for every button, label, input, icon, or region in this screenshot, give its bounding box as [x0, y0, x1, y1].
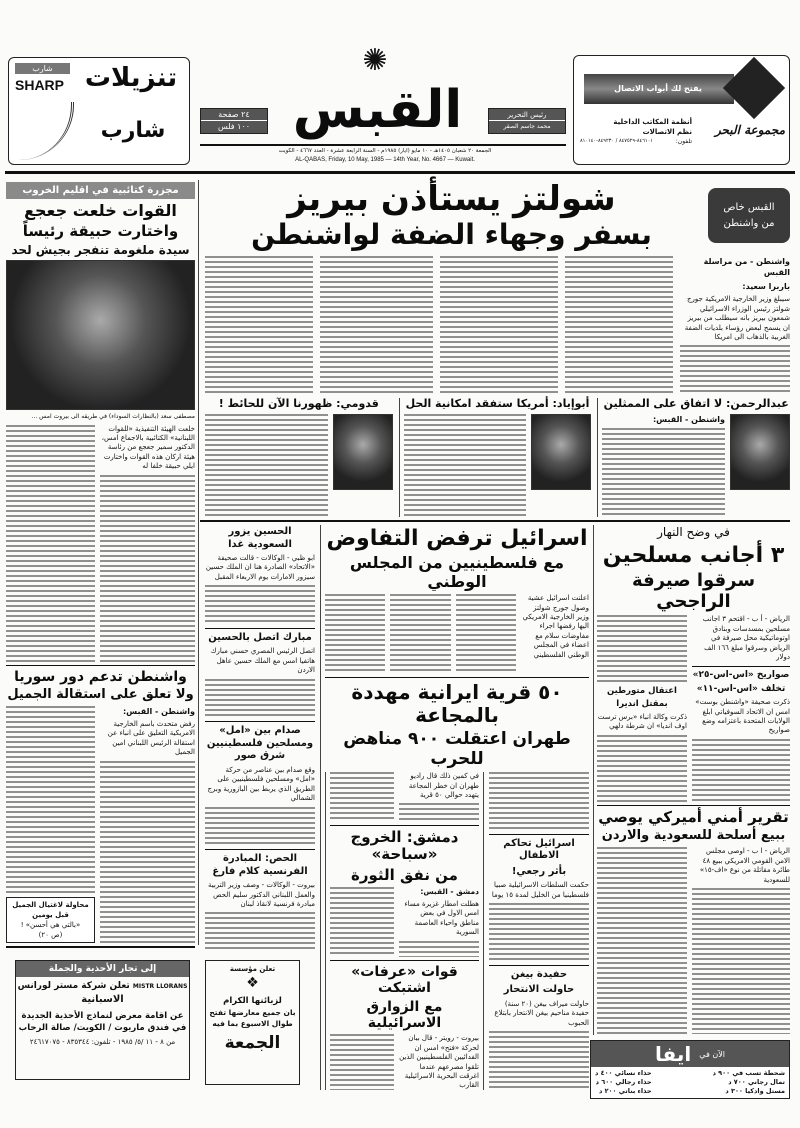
friday-line-2: لزبائنها الكرام	[223, 996, 282, 1006]
shoes-line-4: في فندق ماريوت / الكويت/ صالة الرحاب	[18, 1023, 187, 1033]
hoss-title: الحص: المبادرة الفرنسية كلام فارغ	[212, 853, 308, 877]
left-story-col-right	[100, 425, 195, 662]
left-story-body-2	[6, 425, 95, 662]
editor-box	[488, 108, 566, 134]
left-story-2-col-right	[100, 706, 195, 943]
row2-body-2	[404, 414, 527, 517]
report-lead: الرياض - ا ب - اوصى مجلس الامن القومي الامريكي ببيع ٤٨ طائرة مقاتلة من نوع «اف-١٥» للسعودية	[699, 847, 790, 884]
children-trial-lead: حكمت السلطات الاسرائيلية صبيا فلسطينيا من الخليل لمدة ١٥ يوما	[491, 881, 589, 899]
begin-title-2: حاولت الانتحار	[503, 984, 575, 996]
vertical-divider	[198, 180, 199, 945]
indira-title-2: بمقتل انديرا	[616, 699, 668, 710]
rajhi-story	[597, 615, 790, 802]
row2-body-3	[205, 414, 328, 517]
lead-body-col-2	[565, 256, 673, 394]
saida-rule	[205, 849, 315, 850]
shoes-brand: MISTR LLORANS	[132, 983, 188, 990]
israel-refuses-headline-2: مع فلسطينيين من المجلس الوطني	[349, 553, 565, 591]
eva-title: ايفا	[655, 1042, 692, 1066]
gemayel-box-ref: (ص ٢٠)	[38, 931, 63, 939]
friday-line-3: بان جميع معارضها تفتح	[209, 1008, 296, 1017]
report-right-sub	[692, 847, 790, 1034]
left-headline-1: القوات خلعت جعجع	[24, 201, 177, 220]
newspaper-logo: القبس	[292, 80, 463, 140]
center-column	[325, 526, 589, 1090]
arafat-body	[330, 1034, 479, 1090]
lead-byline: واشنطن - من مراسلة القبس	[703, 257, 790, 278]
bahar-phone-label: تلفون:	[675, 138, 692, 145]
bahar-company: مجموعة البحر	[714, 123, 785, 137]
arafat-headline-1: قوات «عرفات» اشتبكت	[351, 963, 458, 997]
sharp-logo: SHARP	[15, 77, 65, 93]
price: ١٠٠ فلس	[201, 121, 267, 133]
eva-price: حذاء رجالي ٦٠٠ د	[595, 1078, 652, 1086]
damascus-lead: هطلت امطار غزيرة مساء امس الاول في بعض مناطق واحياء العاصمة السورية	[404, 899, 479, 937]
left-story-2-body	[100, 761, 195, 943]
hussein-rule	[205, 628, 315, 629]
hussein-body: ابو ظبي - الوكالات - قالت صحيفة «الاتحاد» الصادرة هنا ان الملك حسين سيزور الامارات يوم الاربعاء المقبل	[205, 554, 315, 581]
children-trial-title-1: اسرائيل تحاكم الاطفال	[503, 837, 575, 862]
iran-headline-2: طهران اعتقلت ٩٠٠ مناهض للحرب	[343, 729, 571, 769]
sharp-ad	[8, 57, 190, 165]
israel-refuses-headline-1: اسرائيل ترفض التفاوض	[326, 526, 588, 551]
left-bottom-rule	[6, 946, 195, 948]
iran-body-1	[399, 803, 479, 822]
dateline-arabic: الجمعة ٢٠ شعبان ١٤٠٥هـ - ١٠ مايو (ايار) ١٩٨٥م - السنة الرابعة عشرة - العدد ٤٦٦٧ - الكويت	[278, 148, 492, 154]
report-rule	[597, 805, 790, 806]
missile-rule	[692, 666, 790, 667]
left-column	[6, 182, 195, 948]
abdulrahman-photo	[730, 414, 790, 490]
iran-headline-1: ٥٠ قرية ايرانية مهددة بالمجاعة	[351, 680, 563, 728]
row2-col-qaddumi	[205, 398, 393, 517]
israel-refuses-body-3	[325, 594, 385, 674]
center-right-sub	[489, 772, 589, 1090]
saida-clash-body: وقع صدام بين عناصر من حركة «امل» ومسلحين فلسطينيين على الطريق الذي يربط بين البازورية وبرج الشمالي	[207, 765, 315, 803]
rajhi-headline-1: ٣ أجانب مسلحين	[602, 542, 785, 568]
rajhi-left-sub	[597, 615, 687, 802]
sharp-ad-brand-ar: شارب	[15, 63, 70, 74]
lead-body-col-4	[320, 256, 433, 394]
saida-clash-body-lines	[205, 807, 315, 847]
lead-headline-1: شولتز يستأذن بيريز	[287, 179, 616, 219]
row2-content-1	[602, 414, 790, 517]
eva-price: تمال رجاني ٧٠٠ د	[728, 1078, 785, 1086]
israel-refuses-lead: اعلنت اسرائيل عشية وصول جورج شولتز وزير الخارجية الامريكي اليها رفضها اجراء مفاوضات سلام مع اعضاء في المجلس الوطني الفلسطيني	[522, 594, 589, 659]
damascus-body-right	[399, 887, 479, 957]
report-body-1	[692, 888, 790, 1034]
eva-banner	[591, 1041, 789, 1067]
arafat-rule	[330, 960, 479, 961]
eva-price: مستل وادكيا ٣٠٠ د	[725, 1087, 785, 1095]
price-box	[200, 108, 268, 134]
friday-line-5: الجمعة	[224, 1033, 281, 1053]
row2-byline: واشنطن - القبس:	[652, 414, 725, 424]
eva-prices	[591, 1067, 789, 1098]
friday-line-1: تعلن مؤسسة	[229, 965, 276, 973]
bahar-ad-footer	[580, 118, 785, 162]
lead-body-col-lead	[680, 256, 790, 394]
arafat-body-2	[330, 1034, 394, 1090]
left-headline-2: واختارت حبيقة رئيساً	[22, 222, 179, 241]
damascus-rule	[330, 825, 479, 826]
begin-body	[489, 1031, 589, 1090]
right-divider	[593, 525, 594, 1035]
sharp-ad-subtitle: شارب	[100, 118, 166, 143]
lead-headlines	[205, 180, 698, 251]
editor-label: رئيس التحرير	[489, 109, 565, 121]
masthead-rule	[200, 144, 566, 146]
row2-headline-3: قدومي: ظهورنا الآن للحائط !	[218, 397, 379, 410]
key-head	[723, 57, 785, 119]
logo-emblem: ✺	[362, 43, 388, 78]
bahar-phone-row	[580, 138, 692, 146]
eva-price: شحطة تسب في ٩٠٠ د	[712, 1069, 785, 1077]
damascus-headline-2: من نفق الثورة	[351, 865, 458, 884]
indira-body	[597, 735, 687, 802]
left-story-lead: خلعت الهيئة التنفيذية «للقوات اللبنانية» الكتائبية بالاجماع امس، الدكتور سمير جعجع من رئاسة هيئة اركان هذه القوات واختارت ايلي حبيقة خلفا له	[101, 424, 195, 471]
hoss-body-lines	[205, 912, 315, 952]
hussein-title: الحسين يزور السعودية غدا	[228, 526, 292, 550]
missile-lead: ذكرت صحيفة «واشنطن بوست» امس ان الاتحاد السوفياتي ابلغ الولايات المتحدة باعتزامه وضع صواريخ	[695, 698, 790, 735]
mubarak-rule	[205, 721, 315, 722]
gemayel-box-3: «بالتي هي أحسن» !	[20, 921, 81, 929]
middle-left-column	[205, 526, 315, 952]
damascus-body-1	[399, 941, 479, 957]
bahar-slogan: يفتح لك أبواب الاتصال	[614, 84, 702, 93]
left-story-body	[100, 475, 195, 662]
indira-title-1: اعتقال متورطين	[607, 685, 677, 696]
bahar-line2: نظم الاتصالات	[642, 128, 692, 136]
mubarak-title: مبارك اتصل بالحسين	[208, 631, 312, 643]
missile-title-1: صواريخ «اس-اس-٢٥»	[692, 669, 790, 680]
lead-headline-2: بسفر وجهاء الضفة لواشنطن	[251, 218, 652, 252]
arafat-body-right	[399, 1034, 479, 1090]
exclusive-badge-1: القبس خاص	[723, 201, 775, 213]
lead-body-col-1	[680, 345, 790, 394]
children-trial-title-2: بأثر رجعي!	[511, 865, 567, 877]
bahar-details	[580, 118, 692, 146]
israel-refuses-body-1	[456, 594, 516, 674]
left-story-2-body-b	[6, 706, 95, 894]
report-body-2	[597, 847, 687, 1034]
lead-body-col-5	[205, 256, 313, 394]
shoes-company: تعلن شركة مستر لورانس	[17, 981, 130, 991]
rajhi-lead: الرياض - أ ب - اقتحم ٣ اجانب مسلحين بمسدسات وبنادق اوتوماتيكية محل صيرفة في الرياض وسرقوا مبلغ ١٦٦ الف دولار	[702, 615, 790, 662]
mubarak-body-lines	[205, 679, 315, 719]
children-trial-body	[489, 903, 589, 962]
exclusive-badge-2: من واشنطن	[723, 217, 775, 229]
report-story	[597, 847, 790, 1034]
right-column	[597, 526, 790, 1034]
shoes-line-3: عن اقامة معرض لنماذج الأحذية الجديدة	[21, 1011, 184, 1021]
report-headline-1: تقرير أمني أميركي يوصي	[598, 808, 789, 827]
saida-clash-title: صدام بين «امل» ومسلحين فلسطينيين شرق صور	[206, 725, 314, 762]
shoes-band: إلى تجار الأحذية والجملة	[16, 961, 189, 977]
iran-body-3	[489, 772, 589, 831]
mubarak-body: اتصل الرئيس المصري حسني مبارك هاتفيا امس مع الملك حسين عاهل الاردن	[210, 647, 315, 675]
left-headline-4: واشنطن تدعم دور سوريا	[14, 668, 187, 685]
damascus-body	[330, 887, 479, 957]
row2-col-abdulrahman	[597, 398, 790, 517]
friday-ad	[205, 960, 300, 1085]
row2-body-1	[602, 428, 725, 517]
left-story-2-lead: رفض متحدث باسم الخارجية الامريكية التعليق على انباء عن استقالة الرئيس اللبناني امين الجميل	[107, 719, 195, 757]
iran-body-2	[330, 772, 394, 822]
missile-body	[692, 739, 790, 802]
lead-body	[205, 256, 790, 394]
dateline-english: AL-QABAS, Friday, 10 May, 1985 — 14th Year, No. 4667 — Kuwait.	[295, 157, 475, 163]
gemayel-box-2: قبل يومين	[32, 911, 69, 919]
left-story	[6, 425, 195, 662]
photo-caption: مصطفى سعد (بالنظارات السوداء) في طريقه الى بيروت امس ...	[31, 413, 195, 421]
qaddumi-photo	[333, 414, 393, 490]
iran-body	[330, 772, 479, 822]
row2-bottom-rule	[200, 520, 790, 522]
damascus-body-2	[330, 887, 394, 957]
center-left-sub	[325, 772, 484, 1090]
iran-body-right	[399, 772, 479, 822]
row2-col-abuiyad	[399, 398, 592, 517]
bahar-phones: ٨٤٦١٠١-٨٤٧٥٢٩ / ٨٤٩٢٣٠-٨١٠١٤٠	[580, 138, 653, 144]
row2-content-2	[404, 414, 592, 517]
row2-text-1	[602, 414, 725, 517]
center-divider	[320, 525, 321, 1090]
bahar-line1: أنظمة المكاتب الداخلية	[613, 118, 692, 126]
row2-content-3	[205, 414, 393, 517]
rajhi-kicker: في وضح النهار	[657, 525, 730, 539]
rajhi-body	[597, 615, 687, 682]
curtain-decoration	[19, 102, 74, 160]
abuiyad-photo	[531, 414, 591, 490]
hoss-body: بيروت - الوكالات - وصف وزير التربية والعمل اللبناني الدكتور سليم الحص مبادرة فرنسية لانقاذ لبنان	[207, 881, 315, 908]
row2-headline-1: عبدالرحمن: لا اتفاق على الممثلين	[603, 397, 789, 410]
begin-lead: حاولت ميراف بيغن (٢٠ سنة) حفيدة مناحيم بيغن الانتحار بابتلاع الحبوب	[494, 999, 589, 1027]
indira-lead: ذكرت وكالة انباء «برس ترست اوف انديا» ان شرطة دلهي	[597, 713, 687, 731]
missile-title-2: تخلف «اس-اس-١١»	[696, 683, 786, 694]
row2	[205, 398, 790, 517]
center-rule-1	[325, 677, 589, 678]
shoes-line-5: من ٨ - ١١ /٥/ ١٩٨٥ - تلفون: ٨٣٥٣٤٤ - ٢٤٦١٧٠٧٥	[29, 1038, 176, 1046]
shoes-ad	[15, 960, 190, 1080]
lead-header	[205, 180, 790, 251]
page-count: ٢٤ صفحة	[201, 109, 267, 121]
eva-price: حذاء نسائي ٤٠٠ د	[595, 1069, 652, 1077]
editor-name: محمد جاسم الصقر	[489, 121, 565, 133]
eva-ad	[590, 1040, 790, 1099]
iran-lead: في كمين ذلك قال راديو طهران ان خطر المجاعة يتهدد حوالي ٥٠ قرية	[408, 772, 479, 800]
bahar-ad	[573, 55, 790, 165]
left-headline-5: ولا تعلق على استقالة الجميل	[7, 686, 194, 702]
store-logo: ❖	[246, 975, 259, 991]
damascus-headline-1: دمشق: الخروج «سباحة»	[350, 828, 459, 864]
israel-refuses-body	[325, 594, 589, 674]
militia-photo	[6, 260, 195, 410]
hussein-body-lines	[205, 585, 315, 625]
lead-body-col-3	[440, 256, 558, 394]
left-band: مجزرة كتائبية في اقليم الخروب	[6, 182, 195, 199]
left-story-col-left	[6, 425, 95, 662]
center-lower	[325, 772, 589, 1090]
left-story-2-col-left	[6, 706, 95, 943]
gemayel-box-1: محاولة لاغتيال الجميل	[12, 901, 89, 909]
dateline	[205, 147, 565, 164]
eva-price: حذاء بناتي ٢٠٠ د	[598, 1087, 652, 1095]
shoes-line-1	[16, 980, 189, 993]
children-trial-rule	[489, 834, 589, 835]
left-headline-3: سيدة ملغومة تنفجر بجيش لحد	[11, 242, 190, 257]
begin-title-1: حفيدة بيغن	[510, 968, 568, 980]
lead-byline-2: باربرا سعيد:	[742, 282, 790, 292]
eva-kicker: الآن في	[699, 1049, 725, 1059]
row2-headline-2: أبوإياد: أمريكا ستفقد امكانية الحل	[405, 397, 590, 410]
damascus-byline: دمشق - القبس:	[420, 886, 479, 896]
rajhi-right-sub	[692, 615, 790, 802]
israel-refuses-body-2	[390, 594, 451, 674]
rajhi-headline-2: سرقوا صيرفة الراجحي	[631, 570, 756, 612]
masthead-bottom-rule	[5, 171, 795, 174]
lead-story	[205, 180, 790, 394]
lead-text: سيبلغ وزير الخارجية الامريكية جورج شولتز رئيس الوزراء الاسرائيلي شمعون بيريز بانه سيطلب من بيريز ان يسمح لبعض رؤساء بلديات الضفة الغربية بالذهاب الى امريكا	[684, 295, 790, 342]
shoes-line-2: الاسبانية	[81, 994, 124, 1005]
exclusive-badge	[708, 188, 790, 243]
report-headline-2: ببيع أسلحة للسعودية والاردن	[601, 828, 786, 844]
begin-rule	[489, 965, 589, 966]
gemayel-box	[6, 897, 95, 943]
left-byline: واشنطن - القبس:	[122, 706, 195, 716]
arafat-lead: بيروت - رويتر - قال بيان لحركة «فتح» امس ان الفدائيين الفلسطينيين الذين تلقوا مصرعهم عندما اغرقت البحرية الاسرائيلية القارب	[399, 1034, 479, 1090]
left-divider	[6, 665, 195, 666]
left-story-2	[6, 706, 195, 943]
friday-line-4: طوال الاسبوع بما فيه	[212, 1019, 293, 1028]
arafat-headline-2: مع الزوارق الاسرائيلية	[366, 999, 443, 1032]
sharp-ad-title: تنزيلات	[84, 63, 178, 93]
